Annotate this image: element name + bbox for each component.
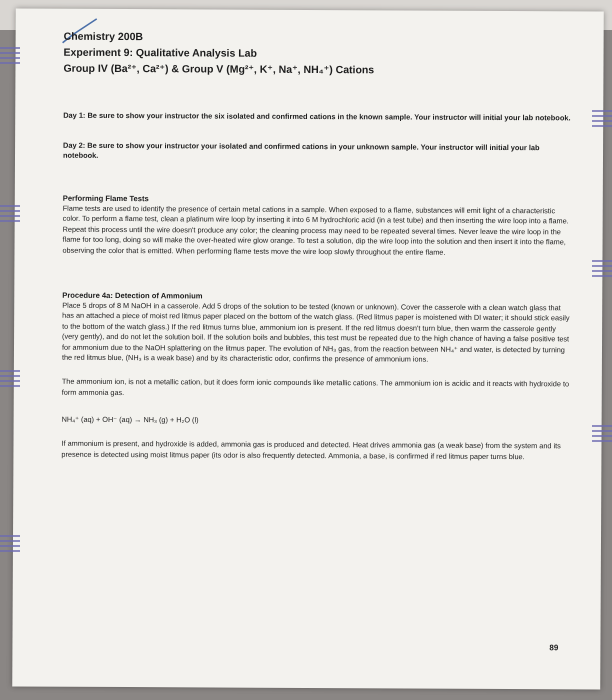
binder-spring-right-2: [590, 255, 612, 285]
procedure-title: Procedure 4a: Detection of Ammonium: [62, 290, 203, 301]
page-number: 89: [549, 643, 559, 653]
ammonium-ion-text: The ammonium ion, is not a metallic cation, but it does form ionic compounds like metallic cations. The ammonium ion is acidic and it reacts with hydroxide to form ammonia gas.: [61, 377, 570, 397]
binder-spring-left-1: [0, 42, 22, 72]
closing-text: If ammonium is present, and hydroxide is added, ammonia gas is produced and detected. Heat drives ammonia gas (a weak base) from the system and its presence is detected using moist litmus paper (its odor is also frequently detected. Ammonia, a base, is confirmed if red litmus paper turns blue.: [61, 438, 561, 461]
course-title: Chemistry 200B: [63, 30, 144, 44]
binder-spring-right-1: [590, 105, 612, 135]
flame-section-title: Performing Flame Tests: [62, 193, 149, 204]
flame-section-text: Flame tests are used to identify the presence of certain metal cations in a sample. When exposed to a flame, substances will emit light of a characteristic color. To perform a flame test, clean a platinum wire loop by inserting it into 6 M hydrochloric acid (in a test tube) and then inserting the wire loop into a flame. Repeat this process until the wire doesn't produce any color; the cleaning process may need to be repeated several times. Never leave the wire loop in the flame for too long, doing so will make the over-heated wire glow orange. To test a solution, dip the wire loop into the solution and then insert it into the flame, observing the color that is emitted. When performing flame tests move the wire loop slowly throughout the entire flame.: [62, 203, 569, 257]
groups-title: Group IV (Ba²⁺, Ca²⁺) & Group V (Mg²⁺, K⁺, Na⁺, NH₄⁺) Cations: [63, 62, 375, 77]
page-content: [61, 29, 573, 463]
binder-spring-left-2: [0, 200, 22, 230]
document-page: [12, 8, 604, 689]
experiment-title: Experiment 9: Qualitative Analysis Lab: [63, 46, 257, 60]
reaction-equation: NH₄⁺ (aq) + OH⁻ (aq) → NH₃ (g) + H₂O (l): [61, 414, 199, 425]
binder-spring-left-3: [0, 365, 22, 395]
day1-instructions: Day 1: Be sure to show your instructor the six isolated and confirmed cations in the known sample. Your instructor will initial your lab notebook.: [63, 110, 571, 123]
day2-instructions: Day 2: Be sure to show your instructor your isolated and confirmed cations in your unknown sample. Your instructor will initial your lab notebook.: [62, 140, 540, 160]
binder-spring-right-3: [590, 420, 612, 450]
binder-spring-left-4: [0, 530, 22, 560]
procedure-text: Place 5 drops of 8 M NaOH in a casserole. Add 5 drops of the solution to be tested (known or unknown). Cover the casserole with a clean watch glass that has an attached a piece of moist red litmus paper placed on the bottom of the watch glass. (Red litmus paper is moistened with DI water; it should stick easily to the bottom of the watch glass.) If the red litmus turns blue, ammonium ion is present. If the red litmus doesn't turn blue, then warm the casserole gently (very gently), and do not let the solution boil. If the solution boils and bubbles, this test must be repeated due to the high chance of having a false positive test for ammonium due to the NaOH splattering on the litmus paper. The evolution of NH₃ gas, from the reaction between NH₄⁺ and water, is detected by turning the red litmus blue, (NH₃ is a weak base) and by its characteristic odor, confirms the presence of ammonium ions.: [61, 300, 570, 364]
